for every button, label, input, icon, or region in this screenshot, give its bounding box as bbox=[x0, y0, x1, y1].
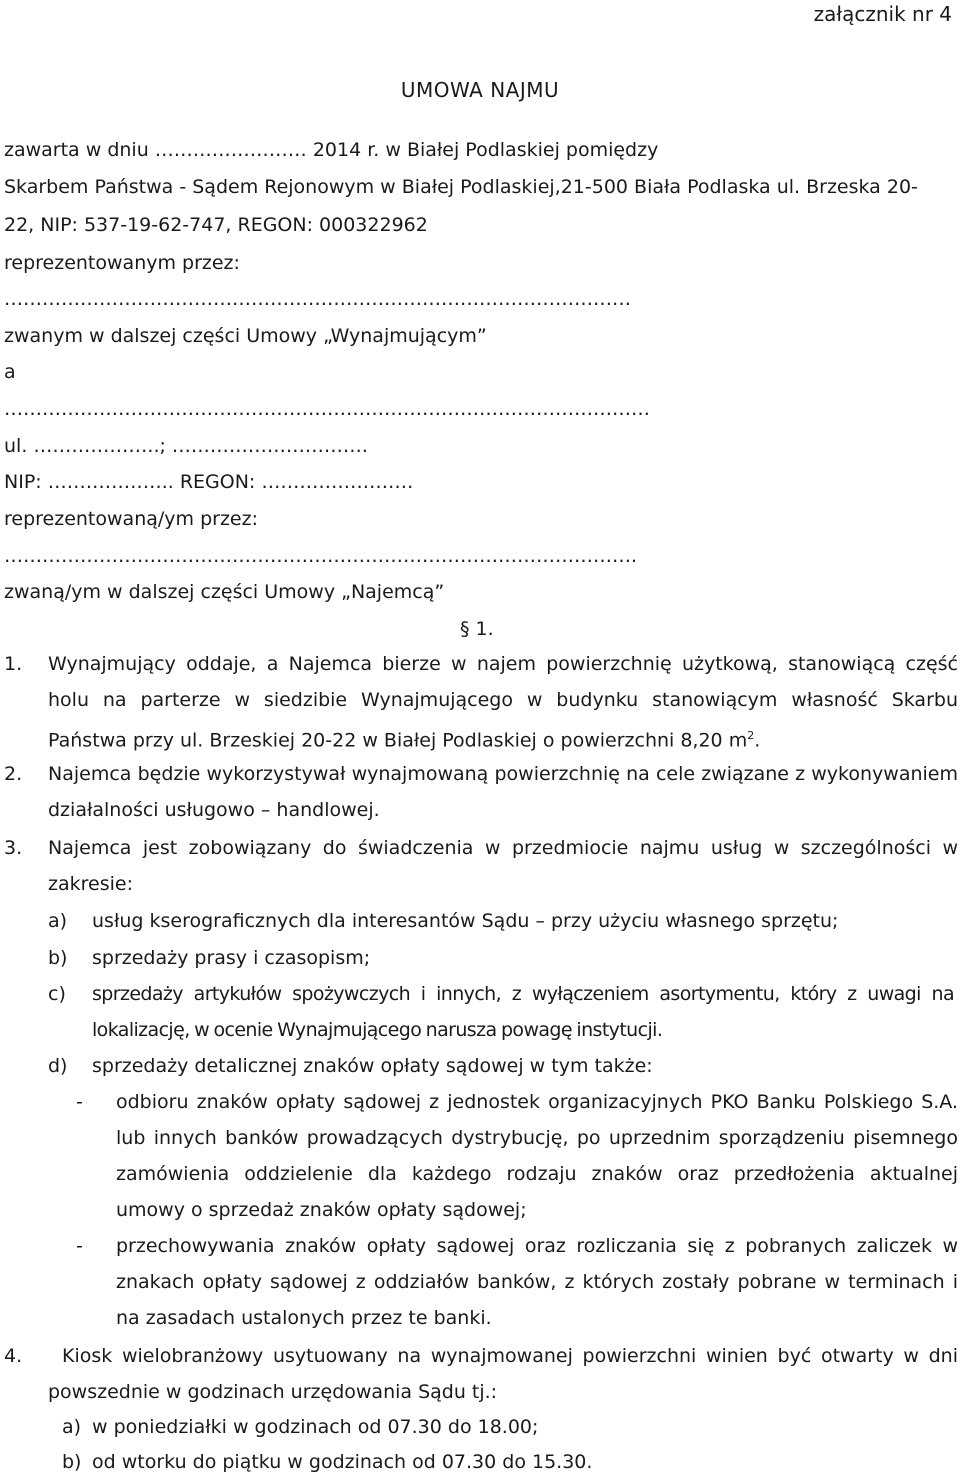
item-c-text: sprzedaży artykułów spożywczych i innych, z wyłączeniem asortymentu, który z uwagi na lokalizację, w ocenie Wynajmującego narusza powagę instytucji. bbox=[92, 983, 954, 1041]
tenant-name-blank: ………………………………………………………………………………………… bbox=[4, 398, 650, 420]
paragraph-1-end: . bbox=[754, 729, 761, 752]
item-b-letter: b) bbox=[48, 947, 68, 969]
dash-2-mark: - bbox=[76, 1235, 83, 1257]
dash-2-text: przechowywania znaków opłaty sądowej oraz rozliczania się z pobranych zaliczek w znakach opłaty sądowej z oddziałów banków, z których zostały pobrane w terminach i na zasadach ustalonych przez te banki. bbox=[116, 1235, 958, 1329]
item-c-letter: c) bbox=[48, 983, 66, 1005]
section-mark: § 1. bbox=[460, 618, 494, 640]
conjunction-line: a bbox=[4, 361, 16, 383]
contract-date-line: zawarta w dniu …………………… 2014 r. w Białej Podlaskiej pomiędzy bbox=[4, 139, 659, 161]
tenant-represented-label: reprezentowaną/ym przez: bbox=[4, 508, 258, 530]
hours-b-text: od wtorku do piątku w godzinach od 07.30 do 15.30. bbox=[92, 1451, 593, 1473]
hours-a-text: w poniedziałki w godzinach od 07.30 do 18.00; bbox=[92, 1416, 539, 1438]
paragraph-2-text: Najemca będzie wykorzystywał wynajmowaną powierzchnię na cele związane z wykonywaniem działalności usługowo – handlowej. bbox=[48, 763, 958, 821]
paragraph-4-text: Kiosk wielobranżowy usytuowany na wynajmowanej powierzchni winien być otwarty w dni powszednie w godzinach urzędowania Sądu tj.: bbox=[48, 1345, 958, 1403]
item-b-text: sprzedaży prasy i czasopism; bbox=[92, 947, 371, 969]
paragraph-3-number: 3. bbox=[4, 837, 23, 859]
tenant-role-line: zwaną/ym w dalszej części Umowy „Najemcą” bbox=[4, 581, 445, 603]
landlord-ids-line: 22, NIP: 537-19-62-747, REGON: 000322962 bbox=[4, 214, 428, 236]
landlord-represented-label: reprezentowanym przez: bbox=[4, 252, 240, 274]
tenant-representative-blank: ………………………………………………………………………………………. bbox=[4, 545, 638, 567]
paragraph-1-text bbox=[48, 646, 958, 758]
item-a-letter: a) bbox=[48, 910, 68, 932]
annex-label: załącznik nr 4 bbox=[813, 2, 952, 26]
landlord-representative-blank: ……………………………………………………………………………………… bbox=[4, 288, 631, 310]
dash-1-text: odbioru znaków opłaty sądowej z jednostek organizacyjnych PKO Banku Polskiego S.A. lub innych banków prowadzących dystrybucję, po uprzednim sporządzeniu pisemnego zamówienia oddzielenie dla każdego rodzaju znaków oraz przedłożenia aktualnej umowy o sprzedaż znaków opłaty sądowej; bbox=[116, 1091, 958, 1221]
paragraph-1-body: Wynajmujący oddaje, a Najemca bierze w najem powierzchnię użytkową, stanowiącą część holu na parterze w siedzibie Wynajmującego w budynku stanowiącym własność Skarbu Państwa przy ul. Brzeskiej 20-22 w Białej Podlaskiej o powierzchni 8,20 m bbox=[48, 653, 958, 752]
tenant-address-line: ul. ………………..; …………………………. bbox=[4, 435, 368, 457]
hours-b-letter: b) bbox=[62, 1451, 82, 1473]
document-title: UMOWA NAJMU bbox=[400, 78, 560, 102]
hours-a-letter: a) bbox=[62, 1416, 82, 1438]
paragraph-1-superscript: 2 bbox=[747, 729, 755, 742]
item-d-text: sprzedaży detalicznej znaków opłaty sądowej w tym także: bbox=[92, 1055, 653, 1077]
paragraph-2-number: 2. bbox=[4, 763, 23, 785]
item-d-letter: d) bbox=[48, 1055, 68, 1077]
dash-1-mark: - bbox=[76, 1091, 83, 1113]
item-a-text: usług kserograficznych dla interesantów Sądu – przy użyciu własnego sprzętu; bbox=[92, 910, 839, 932]
paragraph-1-number: 1. bbox=[4, 653, 23, 675]
tenant-ids-line: NIP: ……………….. REGON: …………………… bbox=[4, 471, 414, 493]
landlord-line: Skarbem Państwa - Sądem Rejonowym w Białej Podlaskiej,21-500 Biała Podlaska ul. Brzeska 20- bbox=[4, 176, 918, 198]
paragraph-4-number: 4. bbox=[4, 1345, 23, 1367]
landlord-role-line: zwanym w dalszej części Umowy „Wynajmującym” bbox=[4, 325, 487, 347]
paragraph-3-text: Najemca jest zobowiązany do świadczenia w przedmiocie najmu usług w szczególności w zakresie: bbox=[48, 837, 958, 895]
